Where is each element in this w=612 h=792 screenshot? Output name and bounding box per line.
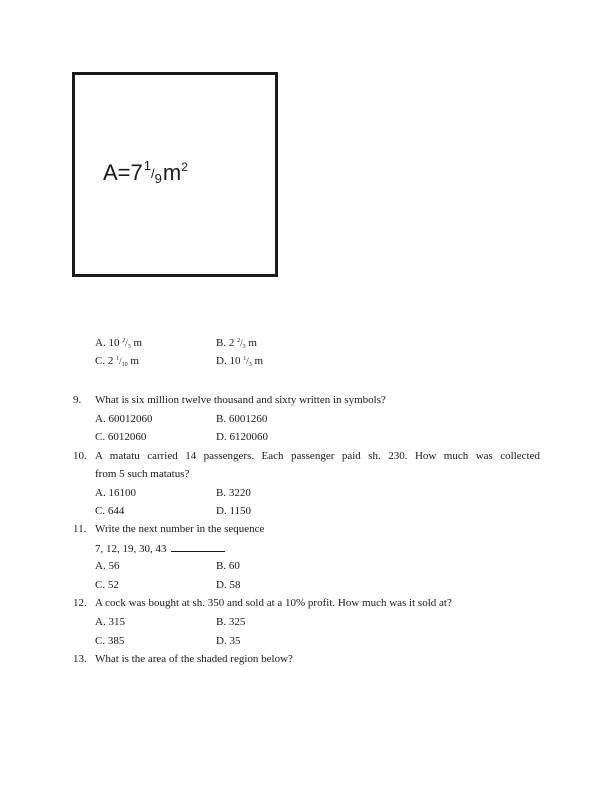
q10-option-c[interactable]: C. 644 — [95, 505, 125, 517]
fraction-denominator: 3 — [242, 344, 246, 350]
square-figure — [72, 72, 278, 277]
q11-option-a[interactable]: A. 56 — [95, 560, 120, 572]
fraction-slash: / — [119, 356, 122, 366]
option-prefix: B. 2 — [216, 337, 238, 349]
q11-option-d[interactable]: D. 58 — [216, 579, 241, 591]
question-text: Write the next number in the sequence — [95, 523, 265, 535]
q8-option-b[interactable] — [216, 334, 257, 354]
q12-option-c[interactable]: C. 385 — [95, 635, 125, 647]
q12-option-b[interactable]: B. 325 — [216, 616, 246, 628]
q12-option-a[interactable]: A. 315 — [95, 616, 125, 628]
option-prefix: C. 2 — [95, 355, 117, 367]
fraction-denominator: 3 — [248, 362, 252, 368]
question-number: 12. — [73, 597, 87, 609]
fraction-denominator: 3 — [127, 344, 131, 350]
fraction-numerator: 1 — [116, 356, 120, 362]
option-unit: m — [130, 337, 143, 349]
option-unit: m — [251, 355, 264, 367]
fraction-slash: / — [240, 338, 243, 348]
area-label — [103, 151, 188, 194]
q10-option-b[interactable]: B. 3220 — [216, 487, 251, 499]
q8-option-d[interactable] — [216, 352, 263, 372]
area-fraction-slash: / — [151, 166, 155, 181]
area-fraction-numerator: 1 — [143, 158, 151, 173]
fraction-denominator: 10 — [121, 362, 128, 368]
option-unit: m — [245, 337, 257, 349]
q11-option-c[interactable]: C. 52 — [95, 579, 119, 591]
fraction-slash: / — [246, 356, 249, 366]
fraction-slash: / — [125, 338, 128, 348]
area-unit-power: 2 — [181, 160, 188, 174]
question-text-line1: A matatu carried 14 passengers. Each passenger paid sh. 230. How much was collected — [95, 450, 540, 462]
q12-option-d[interactable]: D. 35 — [216, 635, 241, 647]
question-number: 9. — [73, 394, 82, 406]
fraction-numerator: 2 — [237, 338, 241, 344]
question-number: 10. — [73, 450, 87, 462]
q9-option-c[interactable]: C. 6012060 — [95, 431, 147, 443]
q10-option-a[interactable]: A. 16100 — [95, 487, 136, 499]
q9-option-b[interactable]: B. 6001260 — [216, 413, 268, 425]
option-prefix: D. 10 — [216, 355, 244, 367]
question-text: What is the area of the shaded region below? — [95, 653, 293, 665]
question-text: What is six million twelve thousand and sixty written in symbols? — [95, 394, 386, 406]
q9-option-a[interactable]: A. 60012060 — [95, 413, 153, 425]
sequence-values: 7, 12, 19, 30, 43 — [95, 543, 167, 555]
fraction-numerator: 2 — [122, 338, 126, 344]
q11-option-b[interactable]: B. 60 — [216, 560, 240, 572]
q9-option-d[interactable]: D. 6120060 — [216, 431, 268, 443]
option-prefix: A. 10 — [95, 337, 123, 349]
fraction-numerator: 1 — [243, 356, 247, 362]
q8-option-a[interactable] — [95, 334, 142, 354]
q10-option-d[interactable]: D. 1150 — [216, 505, 252, 517]
question-number: 11. — [73, 523, 87, 535]
question-text-line2: from 5 such matatus? — [95, 468, 190, 480]
area-label-prefix: A=7 — [103, 160, 143, 185]
area-unit: m — [162, 160, 182, 185]
question-text: A cock was bought at sh. 350 and sold at a 10% profit. How much was it sold at? — [95, 597, 452, 609]
answer-blank[interactable] — [171, 541, 225, 552]
sequence-line — [95, 541, 225, 556]
area-fraction-denominator: 9 — [154, 171, 162, 186]
option-unit: m — [127, 355, 139, 367]
question-number: 13. — [73, 653, 87, 665]
q8-option-c[interactable] — [95, 352, 139, 372]
